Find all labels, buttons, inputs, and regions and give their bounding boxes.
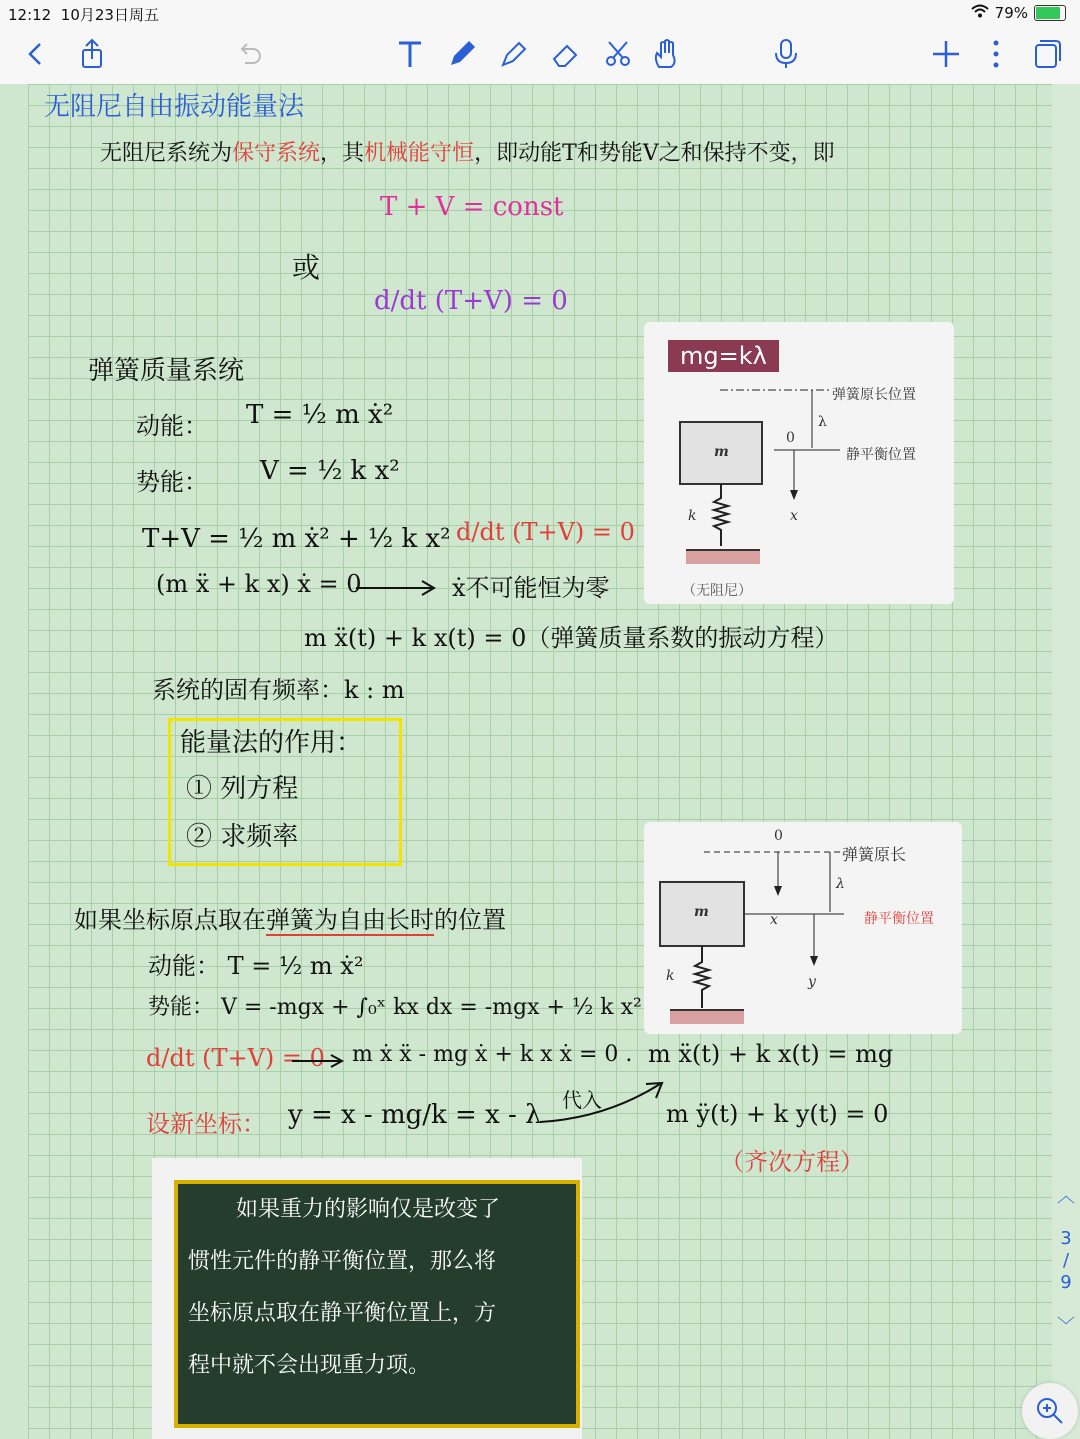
- substitute-label: 代入: [562, 1088, 602, 1112]
- battery-percent: 79%: [994, 4, 1028, 22]
- figure-spring-mass-2[interactable]: [644, 822, 962, 1034]
- kinetic2: 动能： T = ½ m ẋ²: [148, 952, 364, 980]
- page-current: 3: [1060, 1228, 1072, 1249]
- figure2-drawing: [644, 822, 962, 1034]
- arrow-note: ẋ不可能恒为零: [452, 574, 610, 602]
- intro-line: [100, 136, 835, 167]
- eq-energy-const: T + V = const: [380, 192, 564, 222]
- figure2-label-x: x: [770, 912, 778, 928]
- new-coord-eq: y = x - mg/k = x - λ: [288, 1100, 542, 1130]
- figure1-label-x: x: [790, 508, 798, 524]
- origin-line: [74, 900, 506, 935]
- battery-icon: [1034, 5, 1066, 21]
- deriv2-result: m ẋ ẍ - mg ẋ + k x ẋ = 0 .: [352, 1042, 633, 1067]
- figure1-label-equilibrium: 静平衡位置: [846, 447, 916, 463]
- pen-icon[interactable]: [440, 32, 484, 76]
- status-bar: [0, 0, 1080, 26]
- substitute-arrow: [536, 1078, 668, 1128]
- intro-b: 保守系统: [232, 141, 321, 166]
- page-down-icon[interactable]: ﹀: [1057, 1316, 1075, 1337]
- left-margin: [0, 84, 28, 1439]
- origin-line-a: 如果坐标原点取在: [74, 906, 266, 934]
- zoom-icon: [1035, 1396, 1065, 1426]
- factor-eq: (m ẍ + k x) ẋ = 0: [156, 570, 362, 598]
- blackboard-text: [174, 1180, 580, 1428]
- potential-label: 势能：: [136, 468, 208, 496]
- eraser-icon[interactable]: [544, 32, 588, 76]
- figure1-label-k: k: [688, 508, 697, 524]
- origin-line-b: 弹簧为自由长时: [266, 906, 434, 934]
- figure2-label-lambda: λ: [836, 876, 845, 892]
- figure2-label-m: m: [694, 904, 709, 920]
- back-icon[interactable]: [14, 32, 58, 76]
- intro-a: 无阻尼系统为: [100, 141, 233, 166]
- intro-e: ，即动能T和势能V之和保持不变，即: [474, 141, 835, 166]
- intro-c: ，其: [320, 141, 365, 166]
- natural-freq: 系统的固有频率：k : m: [152, 676, 405, 704]
- highlighter-icon[interactable]: [492, 32, 536, 76]
- status-date: 10月23日周五: [60, 6, 159, 24]
- text-tool-icon[interactable]: [388, 32, 432, 76]
- more-icon[interactable]: [974, 32, 1018, 76]
- board-line-2: 惯性元件的静平衡位置，那么将: [188, 1249, 497, 1274]
- deriv2: d/dt (T+V) = 0: [146, 1044, 325, 1072]
- lasso-icon[interactable]: [596, 32, 640, 76]
- wifi-icon: [971, 4, 989, 22]
- toolbar: [0, 26, 1080, 85]
- board-line-4: 程中就不会出现重力项。: [188, 1353, 431, 1378]
- sum-eq: T+V = ½ m ẋ² + ½ k x²: [142, 524, 451, 554]
- figure-spring-mass-1[interactable]: [644, 322, 954, 604]
- figure1-label-lambda: λ: [818, 414, 827, 430]
- page-separator: /: [1062, 1250, 1070, 1271]
- deriv-eq: d/dt (T+V) = 0: [456, 518, 635, 546]
- spring-heading: 弹簧质量系统: [88, 356, 245, 386]
- page-total: 9: [1060, 1272, 1072, 1293]
- kinetic-label: 动能：: [136, 412, 208, 440]
- box-item-2: ② 求频率: [186, 822, 299, 852]
- box-item-1: ① 列方程: [186, 774, 299, 804]
- eq-energy-deriv: d/dt (T+V) = 0: [374, 286, 568, 316]
- origin-line-c: 的位置: [434, 906, 506, 934]
- share-icon[interactable]: [70, 32, 114, 76]
- status-time-date: [8, 4, 159, 25]
- motion-eq: m ẍ(t) + k x(t) = 0（弹簧质量系数的振动方程）: [304, 624, 839, 652]
- deriv2-arrow: [290, 1052, 346, 1070]
- intro-d: 机械能守恒: [364, 141, 475, 166]
- potential-eq: V = ½ k x²: [260, 456, 400, 486]
- zoom-button[interactable]: [1022, 1383, 1078, 1439]
- page-up-icon[interactable]: ︿: [1057, 1186, 1075, 1207]
- kinetic-eq: T = ½ m ẋ²: [246, 400, 394, 430]
- eq-mg: m ẍ(t) + k x(t) = mg: [648, 1040, 894, 1068]
- figure1-title: mg=kλ: [668, 340, 779, 372]
- figure1-label-m: m: [714, 444, 729, 460]
- figure2-label-equilibrium: 静平衡位置: [864, 911, 934, 927]
- blackboard-image[interactable]: [152, 1158, 582, 1439]
- board-line-3: 坐标原点取在静平衡位置上，方: [188, 1301, 497, 1326]
- add-icon[interactable]: [924, 32, 968, 76]
- figure1-label-original: 弹簧原长位置: [832, 387, 916, 403]
- new-coord-label: 设新坐标：: [146, 1110, 266, 1138]
- pages-icon[interactable]: [1024, 32, 1068, 76]
- figure2-label-y: y: [808, 974, 816, 990]
- figure1-label-zero: 0: [786, 430, 795, 446]
- potential2: 势能： V = -mgx + ∫₀ˣ kx dx = -mgx + ½ k x²: [148, 995, 642, 1020]
- figure2-label-zero: 0: [774, 828, 783, 844]
- undo-icon[interactable]: [228, 32, 272, 76]
- figure2-label-k: k: [666, 968, 675, 984]
- box-title: 能量法的作用：: [180, 728, 363, 758]
- homogeneous-label: （齐次方程）: [720, 1148, 864, 1176]
- figure1-caption: （无阻尼）: [682, 583, 752, 599]
- status-time: 12:12: [8, 6, 52, 24]
- microphone-icon[interactable]: [764, 32, 808, 76]
- or-label: 或: [292, 251, 321, 284]
- homogeneous-eq: m ÿ(t) + k y(t) = 0: [666, 1100, 889, 1128]
- implies-arrow: [354, 578, 438, 598]
- figure2-label-original: 弹簧原长: [842, 845, 907, 864]
- board-line-1: 如果重力的影响仅是改变了: [236, 1197, 501, 1222]
- note-title: 无阻尼自由振动能量法: [44, 92, 305, 122]
- hand-icon[interactable]: [644, 32, 688, 76]
- status-right: [971, 4, 1066, 22]
